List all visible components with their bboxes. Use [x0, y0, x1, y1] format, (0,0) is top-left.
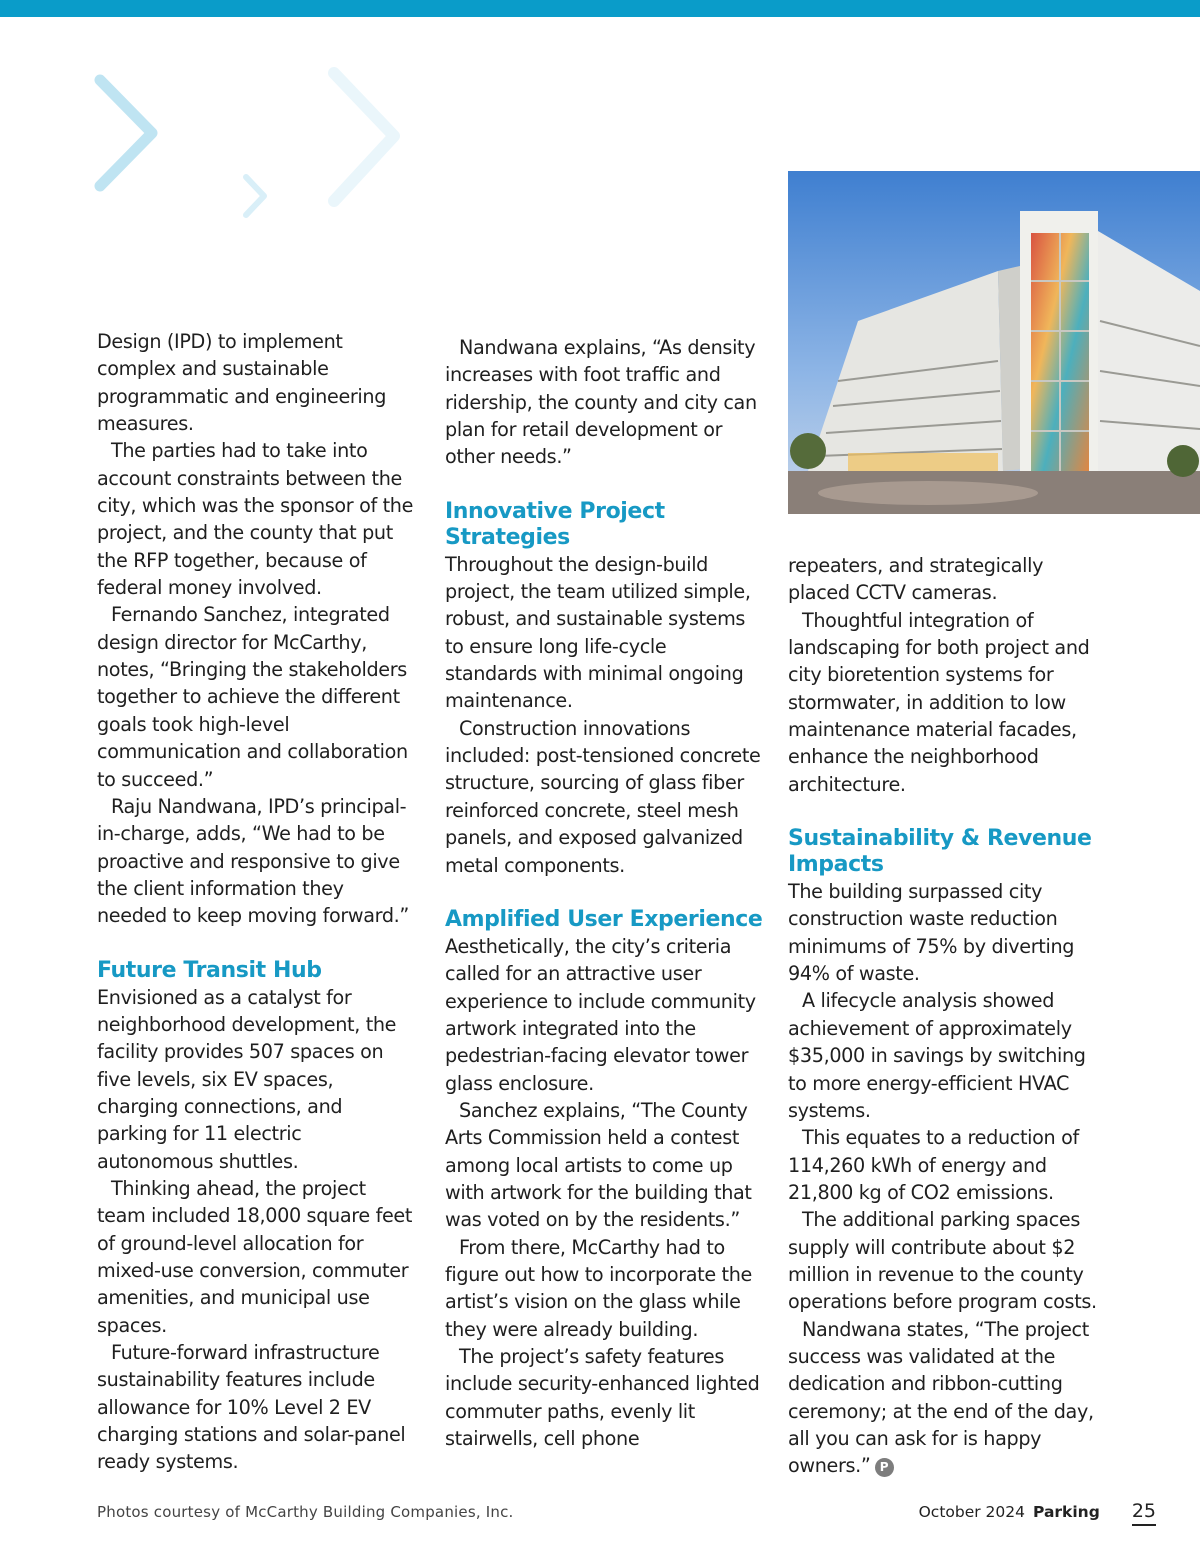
- top-accent-bar: [0, 0, 1200, 17]
- paragraph: The building surpassed city construction waste reduction minimums of 75% by diverting 94% of waste.: [788, 880, 1075, 986]
- chevron-faint-icon: [334, 73, 394, 201]
- paragraph: Envisioned as a catalyst for neighborhood development, the facility provides 507 spaces on five levels, six EV spaces, charging connections, and parking for 11 electric autonomous shuttles.: [97, 985, 397, 1173]
- parking-garage-photo: [788, 171, 1200, 514]
- paragraph: Design (IPD) to implement complex and sustainable programmatic and engineering measures.: [97, 330, 387, 436]
- paragraph: This equates to a reduction of 114,260 kWh of energy and 21,800 kg of CO2 emissions.: [788, 1126, 1079, 1204]
- paragraph: A lifecycle analysis showed achievement of approximately $35,000 in savings by switching to more energy-efficient HVAC systems.: [788, 989, 1086, 1122]
- magazine-name: Parking: [1033, 1503, 1100, 1521]
- parking-logo-icon: P: [875, 1458, 894, 1477]
- section-heading-innovative-project-strategies: Innovative Project Strategies: [445, 498, 665, 550]
- photo-credit: Photos courtesy of McCarthy Building Companies, Inc.: [97, 1503, 514, 1521]
- page-number: 25: [1132, 1500, 1156, 1526]
- issue-date: October 2024: [918, 1503, 1025, 1521]
- paragraph: The parties had to take into account constraints between the city, which was the sponsor of the project, and the county that put the RFP together, because of federal money involved.: [97, 439, 414, 600]
- paragraph: The additional parking spaces supply will contribute about $2 million in revenue to the county operations before program costs.: [788, 1208, 1097, 1314]
- paragraph: Throughout the design-build project, the team utilized simple, robust, and sustainable systems to ensure long life-cycle standards with minimal ongoing maintenance.: [445, 552, 751, 713]
- paragraph: Raju Nandwana, IPD’s principal-in-charge, adds, “We had to be proactive and responsive to give the client information they needed to keep moving forward.”: [97, 794, 410, 928]
- column-2: [445, 334, 763, 1452]
- paragraph: Thinking ahead, the project team included 18,000 square feet of ground-level allocation for mixed-use conversion, commuter amenities, and municipal use spaces.: [97, 1176, 413, 1337]
- section-heading-future-transit-hub: Future Transit Hub: [97, 957, 322, 983]
- chevron-small-icon: [246, 177, 264, 215]
- paragraph: The project’s safety features include security-enhanced lighted commuter paths, evenly lit stairwells, cell phone: [445, 1345, 760, 1451]
- paragraph: Thoughtful integration of landscaping for both project and city bioretention systems for stormwater, in addition to low maintenance material facades, enhance the neighborhood architecture.: [788, 608, 1090, 796]
- paragraph: Nandwana explains, “As density increases with foot traffic and ridership, the county and city can plan for retail development or other needs.”: [445, 336, 757, 469]
- page-footer: [919, 1500, 1156, 1526]
- section-heading-sustainability-revenue-impacts: Sustainability & Revenue Impacts: [788, 826, 1092, 878]
- paragraph: Construction innovations included: post-tensioned concrete structure, sourcing of glass fiber reinforced concrete, steel mesh panels, and exposed galvanized metal components.: [445, 716, 761, 877]
- column-1: [97, 328, 417, 1476]
- paragraph: [788, 1316, 1108, 1480]
- section-heading-amplified-user-experience: Amplified User Experience: [445, 906, 763, 932]
- paragraph: Sanchez explains, “The County Arts Commission held a contest among local artists to come up with artwork for the building that was voted on by the residents.”: [445, 1098, 752, 1232]
- paragraph: repeaters, and strategically placed CCTV cameras.: [788, 554, 1044, 605]
- column-3: [788, 552, 1108, 1480]
- paragraph: Aesthetically, the city’s criteria called for an attractive user experience to include community artwork integrated into the pedestrian-facing elevator tower glass enclosure.: [445, 934, 756, 1095]
- paragraph: From there, McCarthy had to figure out how to incorporate the artist’s vision on the glass while they were already building.: [445, 1235, 752, 1341]
- paragraph: Fernando Sanchez, integrated design director for McCarthy, notes, “Bringing the stakeholders together to achieve the different goals took high-level communication and collaboration to succeed.”: [97, 603, 408, 791]
- chevron-large-icon: [100, 80, 152, 186]
- closing-quote-text: Nandwana states, “The project success was validated at the dedication and ribbon-cutting ceremony; at the end of the day, all you can ask for is happy owners.”: [788, 1317, 1094, 1478]
- decorative-chevrons: [80, 55, 420, 235]
- paragraph: Future-forward infrastructure sustainability features include allowance for 10% Level 2 EV charging stations and solar-panel ready systems.: [97, 1341, 406, 1474]
